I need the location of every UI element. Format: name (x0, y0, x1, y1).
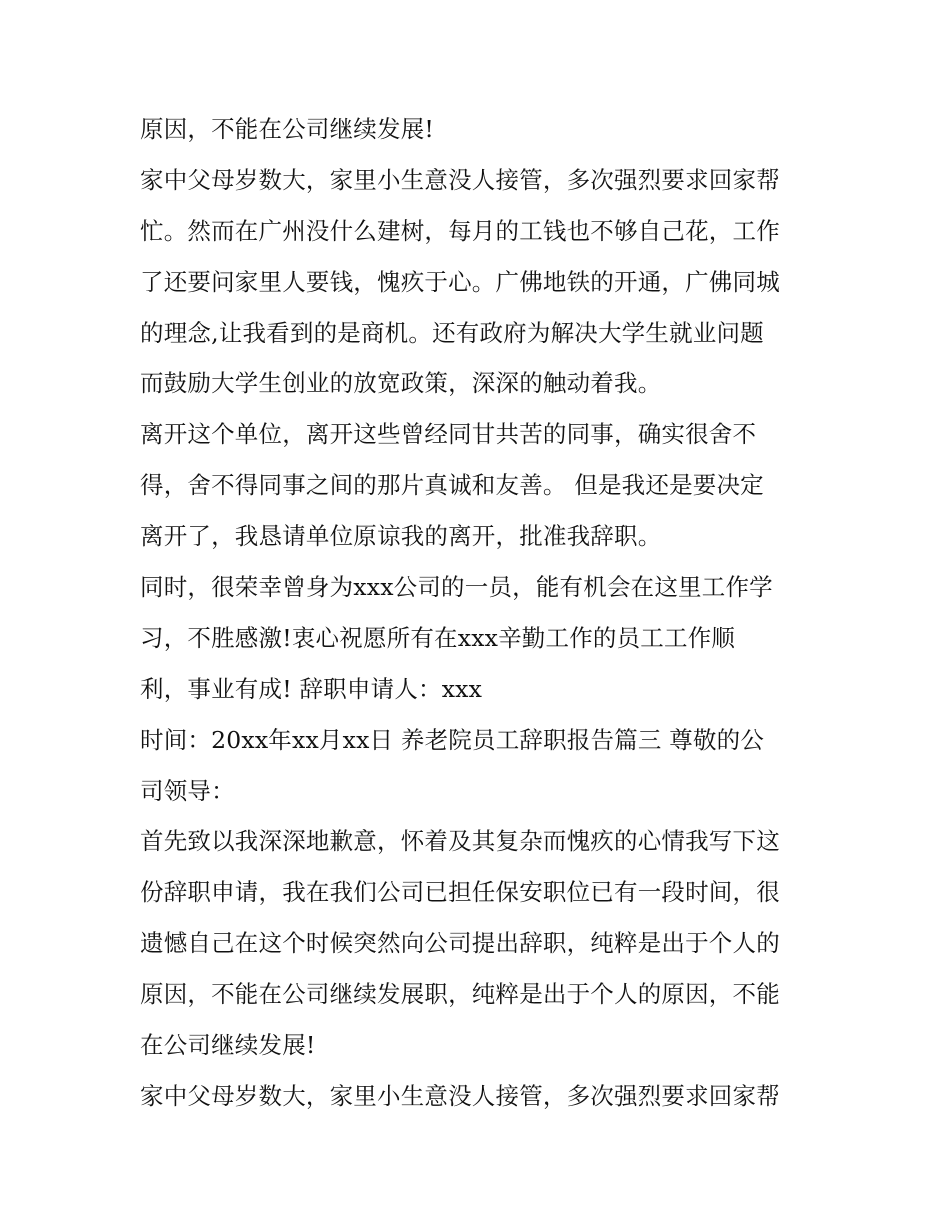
text-line: 家中父母岁数大，家里小生意没人接管，多次强烈要求回家帮 (140, 1081, 780, 1110)
text-line: 家中父母岁数大，家里小生意没人接管，多次强烈要求回家帮 (140, 165, 780, 194)
text-line: 而鼓励大学生创业的放宽政策，深深的触动着我。 (140, 369, 662, 398)
text-line: 同时，很荣幸曾身为xxx公司的一员，能有机会在这里工作学 (140, 573, 773, 602)
document-body (140, 104, 820, 1122)
text-line: 忙。然而在广州没什么建树，每月的工钱也不够自己花，工作 (140, 216, 780, 245)
text-line: 原因，不能在公司继续发展职，纯粹是出于个人的原因，不能 (140, 980, 780, 1009)
text-line: 在公司继续发展! (140, 1031, 316, 1060)
text-line: 得，舍不得同事之间的那片真诚和友善。 但是我还是要决定 (140, 471, 764, 500)
text-line: 遗憾自己在这个时候突然向公司提出辞职，纯粹是出于个人的 (140, 929, 780, 958)
text-line: 了还要问家里人要钱，愧疚于心。广佛地铁的开通，广佛同城 (140, 267, 780, 296)
text-line: 习，不胜感激!衷心祝愿所有在xxx辛勤工作的员工工作顺 (140, 623, 736, 652)
text-line: 份辞职申请，我在我们公司已担任保安职位已有一段时间，很 (140, 878, 780, 907)
text-line: 利，事业有成! 辞职申请人：xxx (140, 674, 483, 703)
text-line: 的理念,让我看到的是商机。还有政府为解决大学生就业问题 (140, 318, 764, 347)
text-line: 首先致以我深深地歉意，怀着及其复杂而愧疚的心情我写下这 (140, 827, 780, 856)
text-line: 离开了，我恳请单位原谅我的离开，批准我辞职。 (140, 522, 662, 551)
text-line: 司领导： (140, 776, 235, 805)
text-line: 时间：20xx年xx月xx日 养老院员工辞职报告篇三 尊敬的公 (140, 725, 765, 754)
text-line: 原因，不能在公司继续发展! (140, 115, 435, 143)
text-line: 离开这个单位，离开这些曾经同甘共苦的同事，确实很舍不 (140, 420, 757, 449)
